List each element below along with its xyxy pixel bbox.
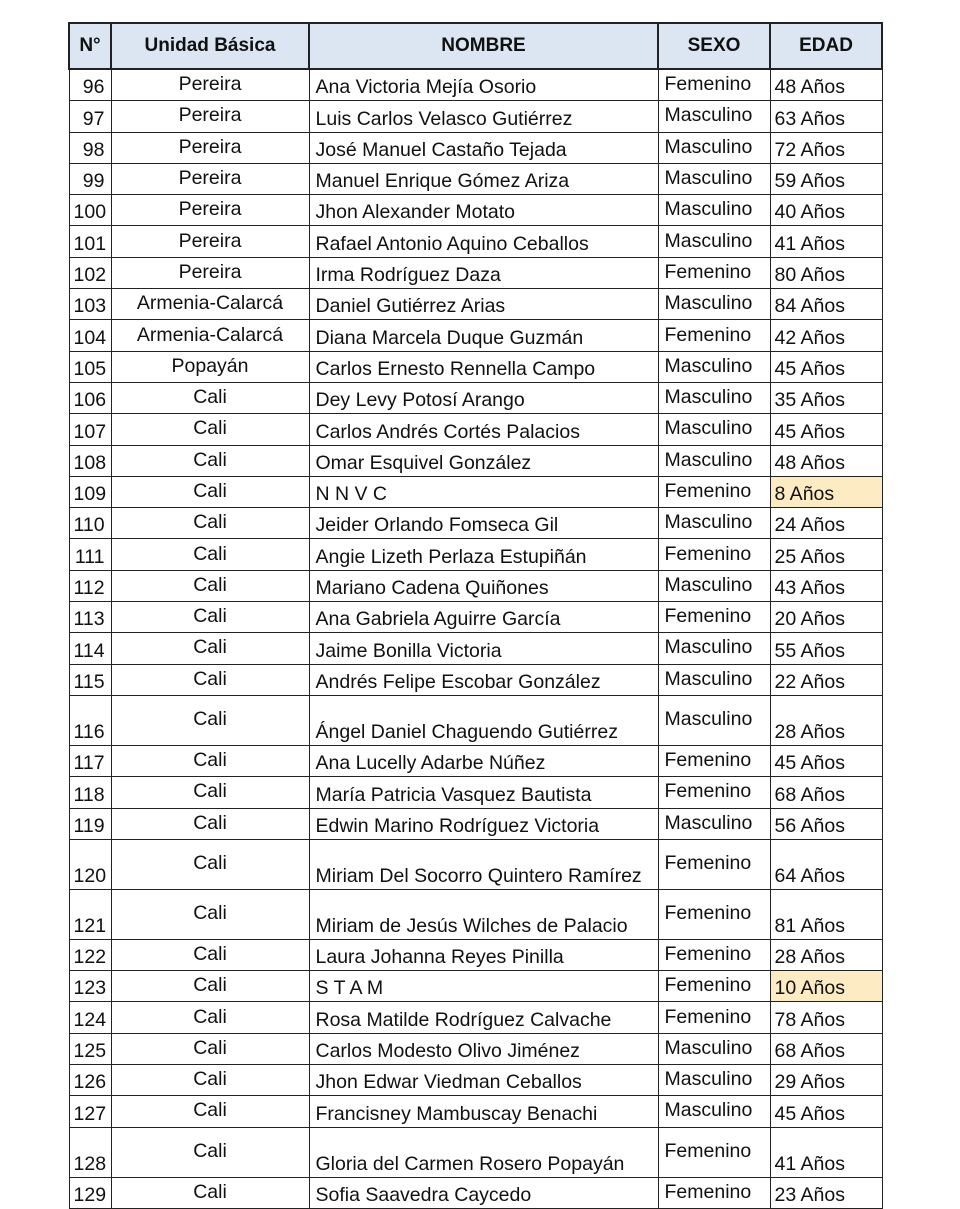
cell-numero: 125	[69, 1033, 111, 1064]
cell-nombre: Andrés Felipe Escobar González	[309, 664, 658, 695]
cell-sexo: Masculino	[658, 1065, 770, 1096]
cell-edad: 64 Años	[770, 839, 882, 889]
cell-nombre: Carlos Ernesto Rennella Campo	[309, 351, 658, 382]
table-row	[69, 664, 882, 695]
cell-sexo: Femenino	[658, 777, 770, 808]
cell-edad: 72 Años	[770, 132, 882, 163]
cell-edad: 68 Años	[770, 1033, 882, 1064]
cell-edad: 24 Años	[770, 508, 882, 539]
cell-edad: 43 Años	[770, 570, 882, 601]
table-row	[69, 132, 882, 163]
table-row	[69, 889, 882, 939]
cell-nombre: Dey Levy Potosí Arango	[309, 382, 658, 413]
cell-unidad-basica: Cali	[111, 382, 309, 413]
cell-edad: 56 Años	[770, 808, 882, 839]
cell-edad: 81 Años	[770, 889, 882, 939]
cell-edad: 22 Años	[770, 664, 882, 695]
cell-numero: 118	[69, 777, 111, 808]
cell-nombre: Daniel Gutiérrez Arias	[309, 289, 658, 320]
cell-sexo: Femenino	[658, 839, 770, 889]
cell-edad: 55 Años	[770, 633, 882, 664]
cell-numero: 115	[69, 664, 111, 695]
cell-unidad-basica: Pereira	[111, 257, 309, 288]
cell-unidad-basica: Cali	[111, 971, 309, 1002]
table-row	[69, 939, 882, 970]
cell-sexo: Masculino	[658, 808, 770, 839]
cell-numero: 117	[69, 745, 111, 776]
cell-numero: 106	[69, 382, 111, 413]
cell-unidad-basica: Cali	[111, 664, 309, 695]
cell-edad: 45 Años	[770, 1096, 882, 1127]
cell-edad: 59 Años	[770, 163, 882, 194]
cell-edad: 41 Años	[770, 1127, 882, 1177]
table-row	[69, 1002, 882, 1033]
cell-numero: 122	[69, 939, 111, 970]
cell-numero: 119	[69, 808, 111, 839]
table-row	[69, 1177, 882, 1208]
cell-nombre: María Patricia Vasquez Bautista	[309, 777, 658, 808]
table-row	[69, 226, 882, 257]
cell-nombre: Laura Johanna Reyes Pinilla	[309, 939, 658, 970]
cell-unidad-basica: Cali	[111, 1033, 309, 1064]
cell-sexo: Femenino	[658, 889, 770, 939]
cell-nombre: Sofia Saavedra Caycedo	[309, 1177, 658, 1208]
cell-numero: 99	[69, 163, 111, 194]
cell-edad: 45 Años	[770, 351, 882, 382]
table-row	[69, 777, 882, 808]
table-row	[69, 602, 882, 633]
cell-unidad-basica: Cali	[111, 889, 309, 939]
table-row	[69, 839, 882, 889]
victims-table-container	[68, 22, 881, 1209]
cell-sexo: Femenino	[658, 971, 770, 1002]
cell-nombre: Jhon Alexander Motato	[309, 195, 658, 226]
cell-sexo: Femenino	[658, 476, 770, 507]
cell-nombre: Miriam de Jesús Wilches de Palacio	[309, 889, 658, 939]
cell-numero: 110	[69, 508, 111, 539]
cell-unidad-basica: Pereira	[111, 101, 309, 132]
cell-nombre: Carlos Modesto Olivo Jiménez	[309, 1033, 658, 1064]
cell-unidad-basica: Pereira	[111, 226, 309, 257]
cell-edad: 40 Años	[770, 195, 882, 226]
cell-nombre: Mariano Cadena Quiñones	[309, 570, 658, 601]
table-row	[69, 1096, 882, 1127]
cell-numero: 129	[69, 1177, 111, 1208]
cell-nombre: Irma Rodríguez Daza	[309, 257, 658, 288]
cell-edad: 42 Años	[770, 320, 882, 351]
cell-sexo: Masculino	[658, 101, 770, 132]
cell-edad: 80 Años	[770, 257, 882, 288]
cell-nombre: N N V C	[309, 476, 658, 507]
table-row	[69, 195, 882, 226]
cell-unidad-basica: Armenia-Calarcá	[111, 289, 309, 320]
cell-nombre: Carlos Andrés Cortés Palacios	[309, 414, 658, 445]
cell-nombre: Angie Lizeth Perlaza Estupiñán	[309, 539, 658, 570]
cell-unidad-basica: Cali	[111, 508, 309, 539]
cell-nombre: S T A M	[309, 971, 658, 1002]
cell-edad: 78 Años	[770, 1002, 882, 1033]
cell-edad: 28 Años	[770, 695, 882, 745]
header-edad: EDAD	[770, 23, 882, 69]
cell-edad: 48 Años	[770, 445, 882, 476]
cell-sexo: Masculino	[658, 695, 770, 745]
cell-unidad-basica: Cali	[111, 695, 309, 745]
cell-nombre: Ana Victoria Mejía Osorio	[309, 69, 658, 101]
cell-numero: 121	[69, 889, 111, 939]
table-row	[69, 445, 882, 476]
cell-unidad-basica: Pereira	[111, 163, 309, 194]
cell-sexo: Femenino	[658, 257, 770, 288]
cell-numero: 123	[69, 971, 111, 1002]
header-row	[69, 23, 882, 69]
cell-sexo: Masculino	[658, 351, 770, 382]
cell-sexo: Femenino	[658, 539, 770, 570]
cell-nombre: Jeider Orlando Fomseca Gil	[309, 508, 658, 539]
cell-sexo: Masculino	[658, 1096, 770, 1127]
table-row	[69, 1065, 882, 1096]
cell-edad: 10 Años	[770, 971, 882, 1002]
cell-edad: 28 Años	[770, 939, 882, 970]
cell-sexo: Masculino	[658, 414, 770, 445]
cell-sexo: Masculino	[658, 226, 770, 257]
cell-unidad-basica: Pereira	[111, 195, 309, 226]
cell-edad: 29 Años	[770, 1065, 882, 1096]
table-row	[69, 69, 882, 101]
cell-sexo: Femenino	[658, 1177, 770, 1208]
cell-edad: 25 Años	[770, 539, 882, 570]
table-body	[69, 69, 882, 1208]
cell-unidad-basica: Pereira	[111, 69, 309, 101]
cell-nombre: Miriam Del Socorro Quintero Ramírez	[309, 839, 658, 889]
cell-unidad-basica: Cali	[111, 570, 309, 601]
cell-edad: 41 Años	[770, 226, 882, 257]
cell-unidad-basica: Cali	[111, 839, 309, 889]
table-row	[69, 1033, 882, 1064]
cell-numero: 102	[69, 257, 111, 288]
cell-unidad-basica: Cali	[111, 1002, 309, 1033]
cell-numero: 101	[69, 226, 111, 257]
cell-nombre: Jaime Bonilla Victoria	[309, 633, 658, 664]
cell-numero: 100	[69, 195, 111, 226]
cell-edad: 8 Años	[770, 476, 882, 507]
cell-numero: 124	[69, 1002, 111, 1033]
cell-unidad-basica: Cali	[111, 445, 309, 476]
cell-sexo: Femenino	[658, 745, 770, 776]
cell-numero: 127	[69, 1096, 111, 1127]
cell-nombre: Gloria del Carmen Rosero Popayán	[309, 1127, 658, 1177]
cell-nombre: Manuel Enrique Gómez Ariza	[309, 163, 658, 194]
cell-numero: 113	[69, 602, 111, 633]
cell-nombre: Ana Lucelly Adarbe Núñez	[309, 745, 658, 776]
cell-sexo: Masculino	[658, 570, 770, 601]
cell-nombre: José Manuel Castaño Tejada	[309, 132, 658, 163]
cell-numero: 107	[69, 414, 111, 445]
table-row	[69, 320, 882, 351]
cell-sexo: Femenino	[658, 602, 770, 633]
cell-unidad-basica: Cali	[111, 414, 309, 445]
cell-sexo: Masculino	[658, 195, 770, 226]
table-row	[69, 633, 882, 664]
cell-sexo: Masculino	[658, 163, 770, 194]
cell-nombre: Rafael Antonio Aquino Ceballos	[309, 226, 658, 257]
cell-unidad-basica: Cali	[111, 939, 309, 970]
table-row	[69, 163, 882, 194]
header-unidad-basica: Unidad Básica	[111, 23, 309, 69]
cell-numero: 128	[69, 1127, 111, 1177]
cell-edad: 48 Años	[770, 69, 882, 101]
table-row	[69, 289, 882, 320]
cell-numero: 105	[69, 351, 111, 382]
cell-sexo: Masculino	[658, 664, 770, 695]
cell-nombre: Omar Esquivel González	[309, 445, 658, 476]
cell-sexo: Masculino	[658, 1033, 770, 1064]
cell-sexo: Masculino	[658, 633, 770, 664]
cell-nombre: Ana Gabriela Aguirre García	[309, 602, 658, 633]
table-row	[69, 570, 882, 601]
table-row	[69, 808, 882, 839]
cell-nombre: Edwin Marino Rodríguez Victoria	[309, 808, 658, 839]
cell-numero: 104	[69, 320, 111, 351]
cell-edad: 45 Años	[770, 745, 882, 776]
table-row	[69, 695, 882, 745]
cell-sexo: Masculino	[658, 445, 770, 476]
cell-numero: 116	[69, 695, 111, 745]
cell-numero: 126	[69, 1065, 111, 1096]
cell-unidad-basica: Cali	[111, 1177, 309, 1208]
table-row	[69, 508, 882, 539]
cell-sexo: Masculino	[658, 132, 770, 163]
table-row	[69, 257, 882, 288]
cell-nombre: Rosa Matilde Rodríguez Calvache	[309, 1002, 658, 1033]
cell-edad: 23 Años	[770, 1177, 882, 1208]
victims-table	[68, 22, 883, 1209]
cell-edad: 63 Años	[770, 101, 882, 132]
cell-numero: 96	[69, 69, 111, 101]
cell-numero: 103	[69, 289, 111, 320]
cell-numero: 114	[69, 633, 111, 664]
cell-numero: 98	[69, 132, 111, 163]
cell-sexo: Masculino	[658, 508, 770, 539]
cell-unidad-basica: Cali	[111, 539, 309, 570]
cell-unidad-basica: Cali	[111, 602, 309, 633]
cell-sexo: Femenino	[658, 69, 770, 101]
cell-unidad-basica: Pereira	[111, 132, 309, 163]
table-row	[69, 745, 882, 776]
table-row	[69, 414, 882, 445]
cell-nombre: Ángel Daniel Chaguendo Gutiérrez	[309, 695, 658, 745]
cell-sexo: Femenino	[658, 939, 770, 970]
cell-unidad-basica: Popayán	[111, 351, 309, 382]
cell-numero: 112	[69, 570, 111, 601]
cell-numero: 109	[69, 476, 111, 507]
cell-unidad-basica: Cali	[111, 808, 309, 839]
table-row	[69, 382, 882, 413]
cell-numero: 111	[69, 539, 111, 570]
cell-unidad-basica: Cali	[111, 777, 309, 808]
cell-nombre: Luis Carlos Velasco Gutiérrez	[309, 101, 658, 132]
cell-unidad-basica: Cali	[111, 745, 309, 776]
cell-edad: 20 Años	[770, 602, 882, 633]
cell-edad: 68 Años	[770, 777, 882, 808]
cell-nombre: Francisney Mambuscay Benachi	[309, 1096, 658, 1127]
cell-sexo: Femenino	[658, 1002, 770, 1033]
table-row	[69, 539, 882, 570]
cell-numero: 108	[69, 445, 111, 476]
cell-sexo: Masculino	[658, 289, 770, 320]
cell-edad: 45 Años	[770, 414, 882, 445]
table-row	[69, 351, 882, 382]
header-numero: N°	[69, 23, 111, 69]
table-row	[69, 101, 882, 132]
cell-unidad-basica: Cali	[111, 1127, 309, 1177]
table-row	[69, 1127, 882, 1177]
cell-numero: 120	[69, 839, 111, 889]
cell-unidad-basica: Cali	[111, 1065, 309, 1096]
cell-nombre: Diana Marcela Duque Guzmán	[309, 320, 658, 351]
table-row	[69, 476, 882, 507]
header-sexo: SEXO	[658, 23, 770, 69]
cell-unidad-basica: Cali	[111, 633, 309, 664]
cell-unidad-basica: Armenia-Calarcá	[111, 320, 309, 351]
cell-unidad-basica: Cali	[111, 1096, 309, 1127]
table-header	[69, 23, 882, 69]
table-row	[69, 971, 882, 1002]
cell-unidad-basica: Cali	[111, 476, 309, 507]
cell-sexo: Femenino	[658, 1127, 770, 1177]
cell-edad: 84 Años	[770, 289, 882, 320]
cell-numero: 97	[69, 101, 111, 132]
cell-edad: 35 Años	[770, 382, 882, 413]
cell-nombre: Jhon Edwar Viedman Ceballos	[309, 1065, 658, 1096]
header-nombre: NOMBRE	[309, 23, 658, 69]
cell-sexo: Masculino	[658, 382, 770, 413]
cell-sexo: Femenino	[658, 320, 770, 351]
